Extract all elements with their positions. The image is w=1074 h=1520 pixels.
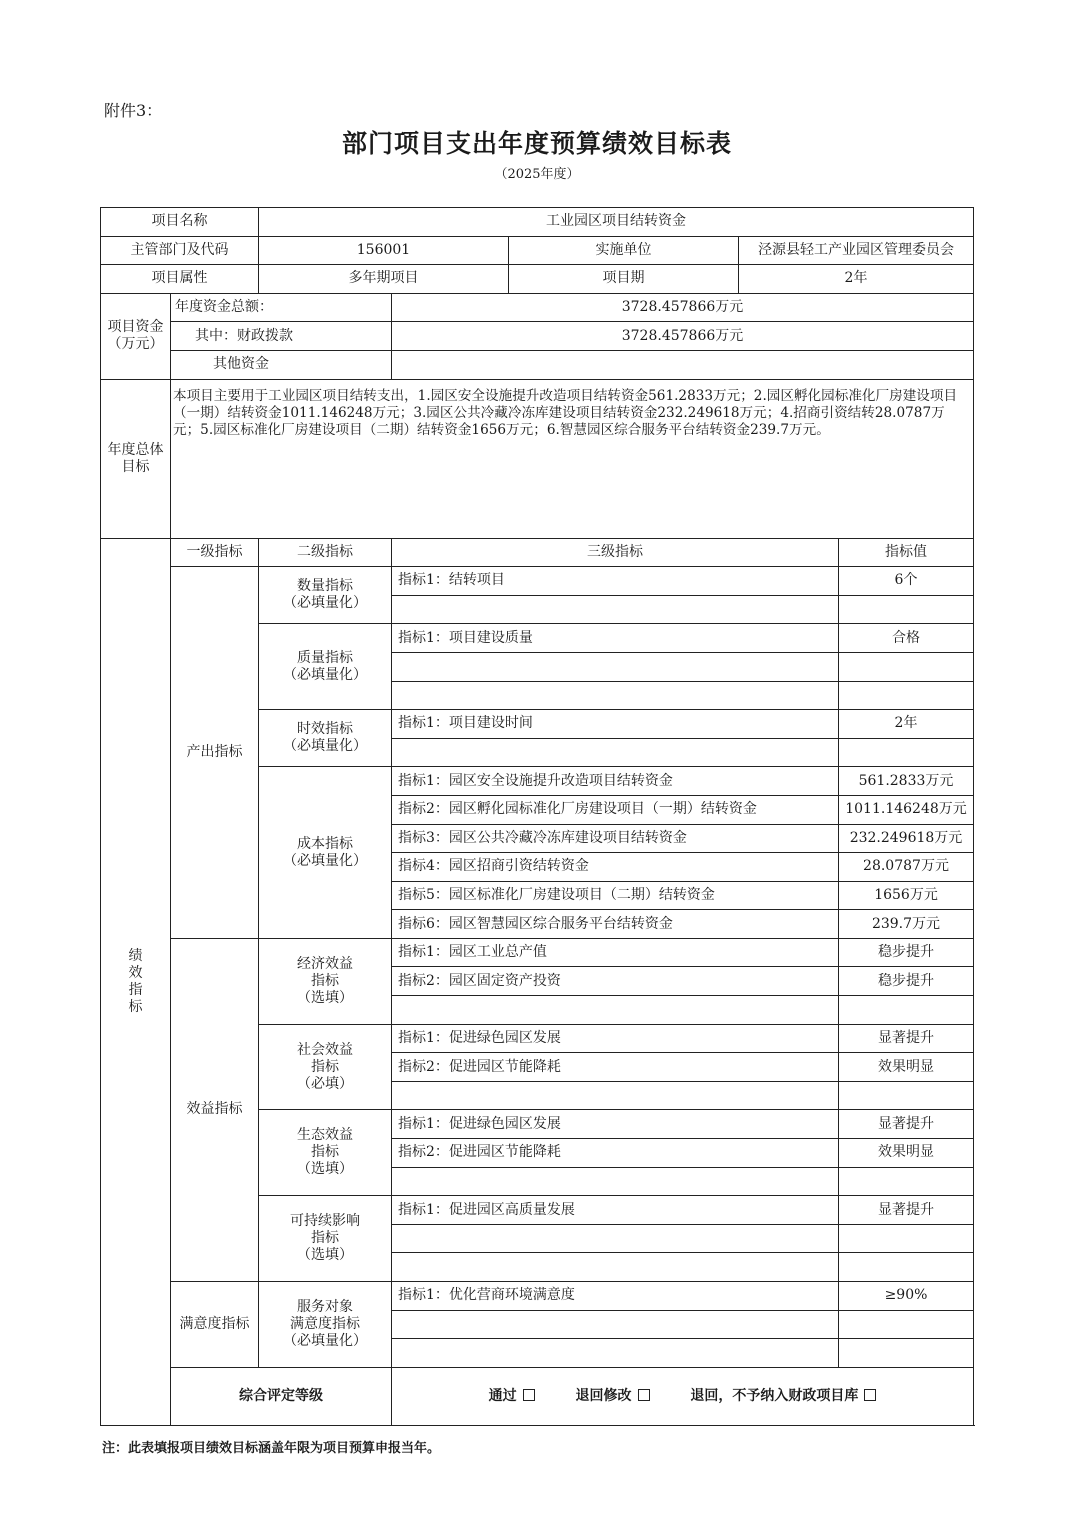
- indicator-value: [839, 1081, 974, 1110]
- funds-label-line1: 项目资金: [107, 319, 164, 336]
- funds-total-value: 3728.457866万元: [392, 293, 974, 322]
- cost-label-line1: 成本指标: [297, 835, 353, 852]
- indicator-name: 指标1：项目建设质量: [392, 624, 839, 653]
- indicator-name: 指标3：园区公共冷藏冷冻库建设项目结转资金: [392, 824, 839, 853]
- indicator-row: [101, 567, 974, 596]
- year-subtitle: （2025年度）: [494, 167, 580, 182]
- output-indicators-label: 产出指标: [171, 567, 259, 939]
- economic-indicator-label: [259, 938, 392, 1024]
- social-label-line3: （必填）: [297, 1075, 353, 1092]
- page-title: 部门项目支出年度预算绩效目标表: [341, 129, 732, 158]
- dept-row: [101, 236, 974, 265]
- indicator-value: 稳步提升: [839, 938, 974, 967]
- indicator-value: 1011.146248万元: [839, 795, 974, 824]
- indicator-value: [839, 652, 974, 681]
- service-label-line3: （必填量化）: [283, 1332, 367, 1349]
- indicator-name: 指标6：园区智慧园区综合服务平台结转资金: [392, 910, 839, 939]
- project-period-value: 2年: [739, 265, 974, 294]
- indicator-value: 2年: [839, 710, 974, 739]
- ecological-label-line1: 生态效益: [297, 1127, 353, 1144]
- indicator-value: 稳步提升: [839, 967, 974, 996]
- footnote: 注：此表填报项目绩效目标涵盖年限为项目预算申报当年。: [102, 1441, 441, 1456]
- funds-label-line2: （万元）: [107, 336, 164, 353]
- option-reject[interactable]: [690, 1388, 876, 1404]
- indicator-name: [392, 1167, 839, 1196]
- indicator-name: 指标2：促进园区节能降耗: [392, 1053, 839, 1082]
- funds-other-row: [101, 350, 974, 379]
- indicator-name: 指标2：园区固定资产投资: [392, 967, 839, 996]
- indicator-name: 指标1：优化营商环境满意度: [392, 1282, 839, 1311]
- goal-row: [101, 379, 974, 538]
- impl-unit-value: 泾源县轻工产业园区管理委员会: [739, 236, 974, 265]
- ecological-label-line2: 指标: [311, 1144, 339, 1161]
- col-value: 指标值: [839, 538, 974, 567]
- project-attr-label: 项目属性: [101, 265, 259, 294]
- option-pass[interactable]: [489, 1388, 535, 1404]
- quality-indicator-label: [259, 624, 392, 710]
- indicator-value: [839, 1310, 974, 1339]
- indicator-value: 合格: [839, 624, 974, 653]
- timeliness-indicator-label: [259, 710, 392, 767]
- option-revise-label: 退回修改: [575, 1387, 632, 1404]
- funds-label: [101, 293, 171, 379]
- social-label-line2: 指标: [311, 1058, 339, 1075]
- indicator-value: [839, 738, 974, 767]
- indicator-name: 指标1：项目建设时间: [392, 710, 839, 739]
- goal-label-line1: 年度总体: [107, 441, 164, 458]
- checkbox-icon[interactable]: [864, 1389, 876, 1401]
- option-revise[interactable]: [576, 1388, 650, 1404]
- indicator-value: [839, 1253, 974, 1282]
- side-char: 指: [128, 981, 143, 998]
- indicator-name: 指标2：促进园区节能降耗: [392, 1139, 839, 1168]
- project-name-row: [101, 208, 974, 237]
- impl-unit-label: 实施单位: [509, 236, 739, 265]
- timeliness-label-line1: 时效指标: [297, 721, 353, 738]
- indicator-value: 显著提升: [839, 1024, 974, 1053]
- indicator-name: [392, 1310, 839, 1339]
- funds-total-row: [101, 293, 974, 322]
- funds-total-label: 年度资金总额：: [171, 293, 392, 322]
- indicator-value: [839, 595, 974, 624]
- performance-target-table: [100, 207, 974, 1426]
- indicator-name: 指标1：促进园区高质量发展: [392, 1196, 839, 1225]
- side-char: 绩: [128, 947, 143, 964]
- project-period-label: 项目期: [509, 265, 739, 294]
- funds-fiscal-label: 其中：财政拨款: [171, 322, 392, 351]
- indicator-value: 232.249618万元: [839, 824, 974, 853]
- side-char: 标: [128, 998, 143, 1015]
- goal-label-line2: 目标: [121, 458, 150, 475]
- project-name-label: 项目名称: [101, 208, 259, 237]
- indicator-value: 1656万元: [839, 881, 974, 910]
- funds-fiscal-value: 3728.457866万元: [392, 322, 974, 351]
- funds-other-value: [392, 350, 974, 379]
- indicator-name: [392, 1081, 839, 1110]
- ecological-label-line3: （选填）: [297, 1161, 353, 1178]
- indicator-name: [392, 595, 839, 624]
- option-reject-label: 退回，不予纳入财政项目库: [690, 1387, 859, 1404]
- sustainable-label-line1: 可持续影响: [290, 1213, 360, 1230]
- attachment-label: 附件3：: [104, 101, 163, 120]
- cost-indicator-label: [259, 767, 392, 939]
- benefit-indicators-label: 效益指标: [171, 938, 259, 1281]
- indicator-value: [839, 1167, 974, 1196]
- col-level1: 一级指标: [171, 538, 259, 567]
- indicator-value: 561.2833万元: [839, 767, 974, 796]
- indicator-row: [101, 938, 974, 967]
- side-char: 效: [128, 964, 143, 981]
- social-label-line1: 社会效益: [297, 1041, 353, 1058]
- indicator-value: 239.7万元: [839, 910, 974, 939]
- service-label-line1: 服务对象: [297, 1298, 353, 1315]
- indicator-value: 6个: [839, 567, 974, 596]
- indicator-header-row: [101, 538, 974, 567]
- indicator-value: 效果明显: [839, 1139, 974, 1168]
- indicator-value: [839, 1339, 974, 1368]
- indicator-name: 指标1：结转项目: [392, 567, 839, 596]
- indicator-name: [392, 996, 839, 1025]
- economic-label-line3: （选填）: [297, 989, 353, 1006]
- indicator-name: [392, 652, 839, 681]
- indicator-name: 指标4：园区招商引资结转资金: [392, 853, 839, 882]
- timeliness-label-line2: （必填量化）: [283, 738, 367, 755]
- indicator-value: 效果明显: [839, 1053, 974, 1082]
- dept-code-value: 156001: [259, 236, 509, 265]
- indicator-value: 28.0787万元: [839, 853, 974, 882]
- quantity-indicator-label: [259, 567, 392, 624]
- attr-row: [101, 265, 974, 294]
- indicator-value: 显著提升: [839, 1196, 974, 1225]
- indicator-value: ≥90%: [839, 1282, 974, 1311]
- funds-fiscal-row: [101, 322, 974, 351]
- indicator-name: [392, 1339, 839, 1368]
- service-label-line2: 满意度指标: [290, 1315, 360, 1332]
- indicator-value: [839, 681, 974, 710]
- indicator-value: [839, 1224, 974, 1253]
- satisfaction-indicators-label: 满意度指标: [171, 1282, 259, 1368]
- project-name-value: 工业园区项目结转资金: [259, 208, 974, 237]
- indicator-name: 指标5：园区标准化厂房建设项目（二期）结转资金: [392, 881, 839, 910]
- evaluation-row: [101, 1367, 974, 1425]
- economic-label-line1: 经济效益: [297, 955, 353, 972]
- indicator-name: 指标1：促进绿色园区发展: [392, 1110, 839, 1139]
- quality-label-line1: 质量指标: [297, 649, 353, 666]
- funds-other-label: 其他资金: [171, 350, 392, 379]
- evaluation-label: 综合评定等级: [171, 1367, 392, 1425]
- checkbox-icon[interactable]: [523, 1389, 535, 1401]
- cost-label-line2: （必填量化）: [283, 852, 367, 869]
- social-indicator-label: [259, 1024, 392, 1110]
- indicator-name: 指标2：园区孵化园标准化厂房建设项目（一期）结转资金: [392, 795, 839, 824]
- evaluation-options: [392, 1367, 974, 1425]
- indicator-row: [101, 1282, 974, 1311]
- indicator-value: 显著提升: [839, 1110, 974, 1139]
- indicator-name: [392, 1253, 839, 1282]
- ecological-indicator-label: [259, 1110, 392, 1196]
- project-attr-value: 多年期项目: [259, 265, 509, 294]
- quantity-label-line2: （必填量化）: [283, 595, 367, 612]
- sustainable-label-line2: 指标: [311, 1230, 339, 1247]
- option-pass-label: 通过: [488, 1387, 517, 1404]
- indicator-name: 指标1：园区安全设施提升改造项目结转资金: [392, 767, 839, 796]
- goal-text: 本项目主要用于工业园区项目结转支出，1.园区安全设施提升改造项目结转资金561.2833万元；2.园区孵化园标准化厂房建设项目（一期）结转资金1011.146248万元；3.园区公共冷藏冷冻库建设项目结转资金232.249618万元；4.招商引资结转28.0787万元；5.园区标准化厂房建设项目（二期）结转资金1656万元；6.智慧园区综合服务平台结转资金239.7万元。: [171, 379, 974, 538]
- sustainable-label-line3: （选填）: [297, 1247, 353, 1264]
- indicator-name: 指标1：促进绿色园区发展: [392, 1024, 839, 1053]
- service-satisfaction-label: [259, 1282, 392, 1368]
- indicator-value: [839, 996, 974, 1025]
- checkbox-icon[interactable]: [638, 1389, 650, 1401]
- performance-indicators-label: [101, 538, 171, 1425]
- indicator-name: [392, 681, 839, 710]
- economic-label-line2: 指标: [311, 972, 339, 989]
- col-level2: 二级指标: [259, 538, 392, 567]
- dept-label: 主管部门及代码: [101, 236, 259, 265]
- indicator-name: 指标1：园区工业总产值: [392, 938, 839, 967]
- indicator-name: [392, 738, 839, 767]
- indicator-name: [392, 1224, 839, 1253]
- quality-label-line2: （必填量化）: [283, 666, 367, 683]
- col-level3: 三级指标: [392, 538, 839, 567]
- goal-label: [101, 379, 171, 538]
- sustainable-indicator-label: [259, 1196, 392, 1282]
- quantity-label-line1: 数量指标: [297, 578, 353, 595]
